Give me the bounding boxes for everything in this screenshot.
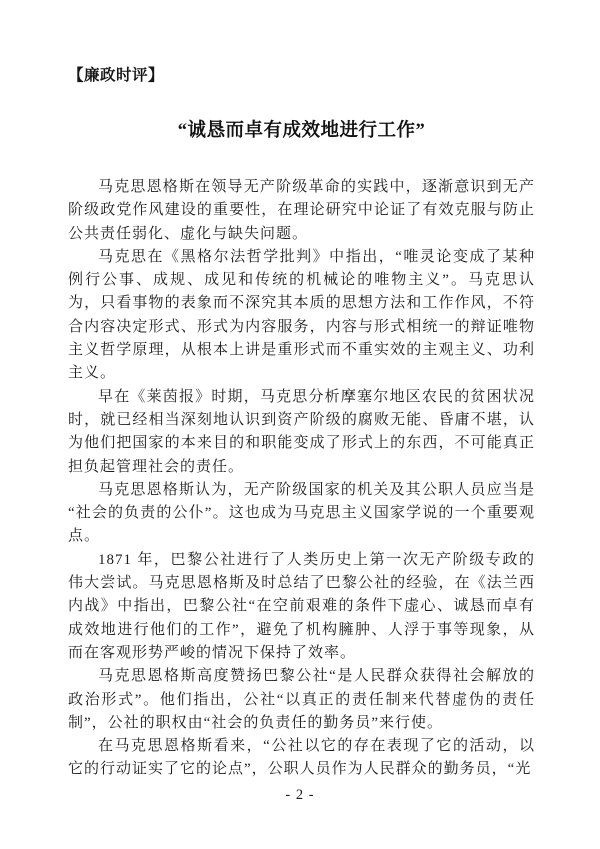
page-number: - 2 - <box>285 787 315 803</box>
paragraph-3: 早在《莱茵报》时期，马克思分析摩塞尔地区农民的贫困状况时，就已经相当深刻地认识到资产阶级的腐败无能、昏庸不堪，认为他们把国家的本来目的和职能变成了形式上的东西，不可能真正担负起管理社会的责任。 <box>68 388 535 475</box>
document-body <box>68 176 535 782</box>
section-tag: 【廉政时评】 <box>68 67 165 84</box>
document-title: “诚恳而卓有成效地进行工作” <box>177 121 426 141</box>
paragraph-6: 马克思恩格斯高度赞扬巴黎公社“是人民群众获得社会解放的政治形式”。他们指出，公社“以真正的责任制来代替虚伪的责任制”，公社的职权由“社会的负责任的勤务员”来行使。 <box>68 668 535 731</box>
paragraph-2: 马克思在《黑格尔法哲学批判》中指出，“唯灵论变成了某种例行公事、成规、成见和传统的机械论的唯物主义”。马克思认为，只看事物的表象而不深究其本质的思想方法和工作作风，不符合内容决定形式、形式为内容服务，内容与形式相统一的辩证唯物主义哲学原理，从根本上讲是重形式而不重实效的主观主义、功利主义。 <box>68 248 535 382</box>
paragraph-1: 马克思恩格斯在领导无产阶级革命的实践中，逐渐意识到无产阶级政党作风建设的重要性，在理论研究中论证了有效克服与防止公共责任弱化、虚化与缺失问题。 <box>68 179 535 242</box>
paragraph-4: 马克思恩格斯认为，无产阶级国家的机关及其公职人员应当是“社会的负责的公仆”。这也成为马克思主义国家学说的一个重要观点。 <box>68 481 535 545</box>
paragraph-5: 1871 年，巴黎公社进行了人类历史上第一次无产阶级专政的伟大尝试。马克思恩格斯及时总结了巴黎公社的经验，在《法兰西内战》中指出，巴黎公社“在空前艰难的条件下虚心、诚恳而卓有成效地进行他们的工作”，避免了机构臃肿、人浮于事等现象，从而在客观形势严峻的情况下保持了效率。 <box>68 551 535 661</box>
paragraph-7: 在马克思恩格斯看来，“公社以它的存在表现了它的活动，以它的行动证实了它的论点”，公职人员作为人民群众的勤务员，“光 <box>68 738 535 778</box>
